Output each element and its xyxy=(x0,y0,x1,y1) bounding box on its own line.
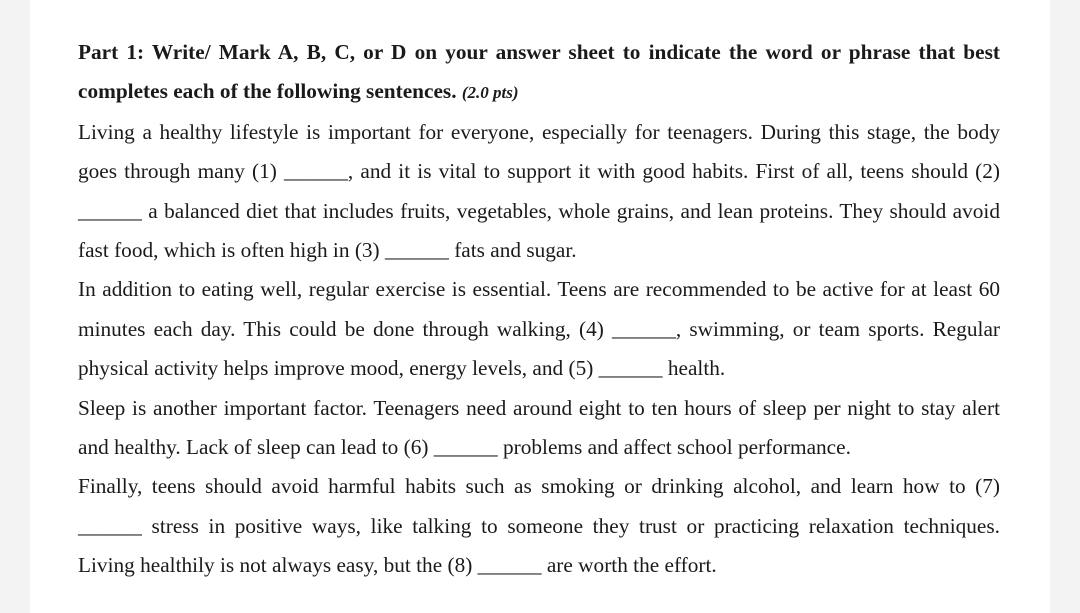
paragraph-habits: Finally, teens should avoid harmful habits such as smoking or drinking alcohol, and learn how to (7) ______ stress in positive ways, like talking to someone they trust or practicing relaxation techniques. Living healthily is not always easy, but the (8) ______ are worth the effort. xyxy=(78,474,1000,578)
heading-text: Part 1: Write/ Mark A, B, C, or D on your answer sheet to indicate the word or phrase that best completes each of the following sentences. xyxy=(78,40,1000,104)
paragraph-diet: Living a healthy lifestyle is important for everyone, especially for teenagers. During this stage, the body goes through many (1) ______, and it is vital to support it with good habits. First of all, teens should (2) ______ a balanced diet that includes fruits, vegetables, whole grains, and lean proteins. They should avoid fast food, which is often high in (3) ______ fats and sugar. xyxy=(78,119,1000,263)
document-content xyxy=(78,33,1000,586)
paragraph-sleep: Sleep is another important factor. Teenagers need around eight to ten hours of sleep per night to stay alert and healthy. Lack of sleep can lead to (6) ______ problems and affect school performance. xyxy=(78,395,1000,460)
paragraph-exercise: In addition to eating well, regular exercise is essential. Teens are recommended to be active for at least 60 minutes each day. This could be done through walking, (4) ______, swimming, or team sports. Regular physical activity helps improve mood, energy levels, and (5) ______ health. xyxy=(78,277,1000,381)
heading-points: (2.0 pts) xyxy=(461,83,519,103)
document-page xyxy=(30,0,1050,613)
part-heading xyxy=(78,33,1000,113)
